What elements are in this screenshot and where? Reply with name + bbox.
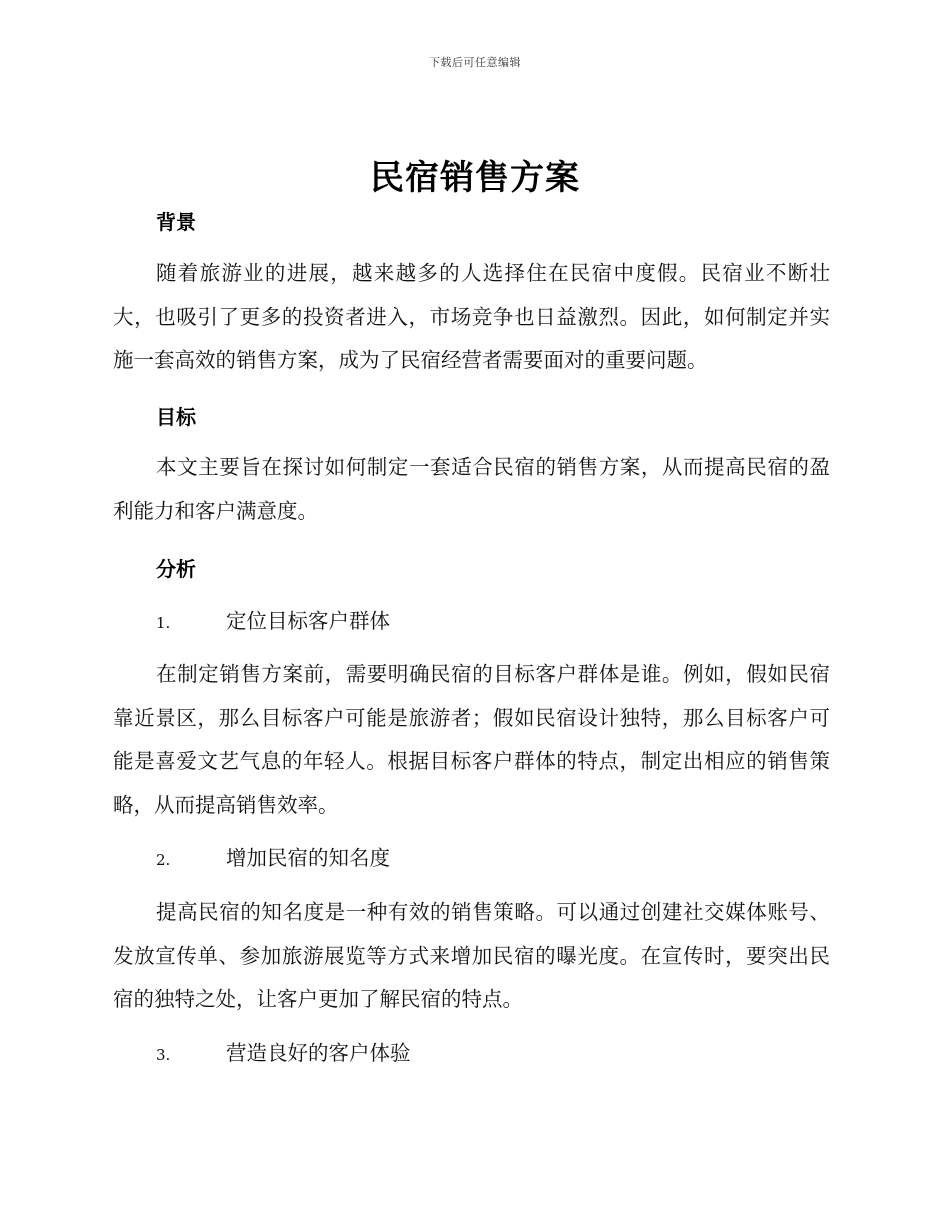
list-item-title: 增加民宿的知名度 bbox=[226, 846, 390, 870]
list-item bbox=[156, 844, 830, 874]
section-heading-background: 背景 bbox=[156, 210, 196, 234]
list-item bbox=[156, 1039, 830, 1069]
document-title: 民宿销售方案 bbox=[370, 158, 580, 198]
list-item-number: 1. bbox=[156, 614, 171, 632]
list-item-title: 营造良好的客户体验 bbox=[226, 1041, 411, 1065]
list-item-paragraph: 提高民宿的知名度是一种有效的销售策略。可以通过创建社交媒体账号、发放宣传单、参加旅游展览等方式来增加民宿的曝光度。在宣传时，要突出民宿的独特之处，让客户更加了解民宿的特点。 bbox=[113, 900, 830, 1011]
section-heading-analysis: 分析 bbox=[156, 557, 196, 581]
list-item-number: 2. bbox=[156, 851, 171, 869]
goal-paragraph: 本文主要旨在探讨如何制定一套适合民宿的销售方案，从而提高民宿的盈利能力和客户满意度。 bbox=[113, 455, 830, 523]
background-paragraph: 随着旅游业的进展，越来越多的人选择住在民宿中度假。民宿业不断壮大，也吸引了更多的投资者进入，市场竞争也日益激烈。因此，如何制定并实施一套高效的销售方案，成为了民宿经营者需要面对的重要问题。 bbox=[113, 261, 830, 372]
list-item-paragraph: 在制定销售方案前，需要明确民宿的目标客户群体是谁。例如，假如民宿靠近景区，那么目标客户可能是旅游者；假如民宿设计独特，那么目标客户可能是喜爱文艺气息的年轻人。根据目标客户群体的特点，制定出相应的销售策略，从而提高销售效率。 bbox=[113, 662, 830, 817]
page-header-note: 下载后可任意编辑 bbox=[429, 56, 521, 69]
section-heading-goal: 目标 bbox=[156, 405, 196, 429]
list-item bbox=[156, 607, 830, 637]
list-item-number: 3. bbox=[156, 1046, 171, 1064]
list-item-title: 定位目标客户群体 bbox=[226, 609, 390, 633]
